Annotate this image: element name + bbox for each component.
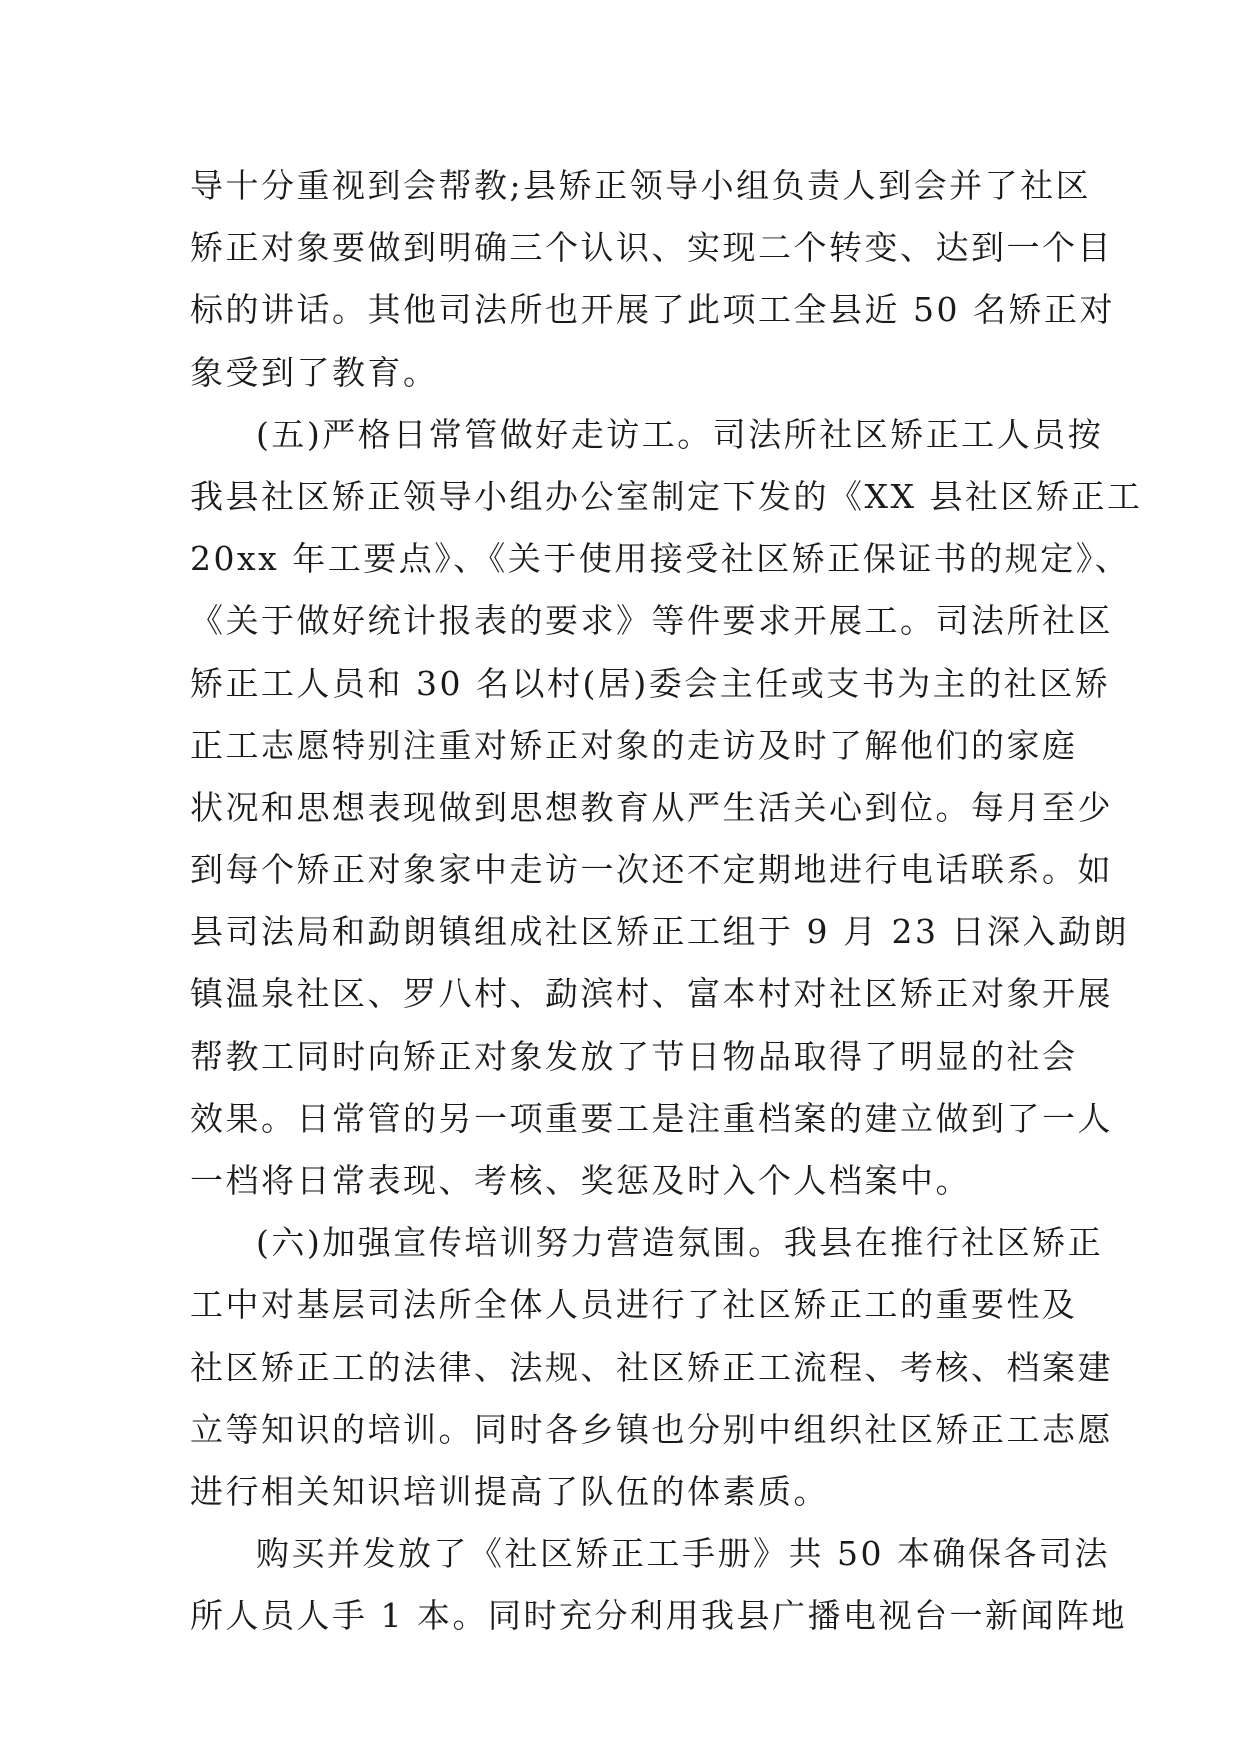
text-line: 象受到了教育。 bbox=[190, 352, 439, 392]
text-line: 工中对基层司法所全体人员进行了社区矫正工的重要性及 bbox=[190, 1285, 1078, 1325]
document-body bbox=[190, 155, 1143, 1648]
text-line: 矫正工人员和 30 名以村(居)委会主任或支书为主的社区矫 bbox=[190, 663, 1111, 703]
text-line: 矫正对象要做到明确三个认识、实现二个转变、达到一个目 bbox=[190, 228, 1113, 268]
text-line: 镇温泉社区、罗八村、勐滨村、富本村对社区矫正对象开展 bbox=[190, 974, 1113, 1014]
text-line: 我县社区矫正领导小组办公室制定下发的《XX 县社区矫正工 bbox=[190, 476, 1143, 516]
paragraph-section-five bbox=[190, 404, 1143, 1212]
text-line: 状况和思想表现做到思想教育从严生活关心到位。每月至少 bbox=[190, 787, 1113, 827]
text-line: 立等知识的培训。同时各乡镇也分别中组织社区矫正工志愿 bbox=[190, 1409, 1113, 1449]
text-line: 所人员人手 1 本。同时充分利用我县广播电视台一新闻阵地 bbox=[190, 1596, 1127, 1636]
text-line: 20xx 年工要点》、《关于使用接受社区矫正保证书的规定》、 bbox=[190, 539, 1131, 579]
text-line: (六)加强宣传培训努力营造氛围。我县在推行社区矫正 bbox=[256, 1223, 1104, 1263]
text-line: 一档将日常表现、考核、奖惩及时入个人档案中。 bbox=[190, 1161, 971, 1200]
text-line: 《关于做好统计报表的要求》等件要求开展工。司法所社区 bbox=[190, 601, 1113, 641]
text-line: 标的讲话。其他司法所也开展了此项工全县近 50 名矫正对 bbox=[190, 290, 1115, 330]
text-line: 县司法局和勐朗镇组成社区矫正工组于 9 月 23 日深入勐朗 bbox=[190, 912, 1129, 952]
paragraph-section-six bbox=[190, 1212, 1113, 1523]
text-line: (五)严格日常管做好走访工。司法所社区矫正工人员按 bbox=[256, 414, 1104, 454]
text-line: 到每个矫正对象家中走访一次还不定期地进行电话联系。如 bbox=[190, 850, 1113, 890]
paragraph-continuation bbox=[190, 155, 1115, 404]
text-line: 社区矫正工的法律、法规、社区矫正工流程、考核、档案建 bbox=[190, 1347, 1113, 1387]
text-line: 效果。日常管的另一项重要工是注重档案的建立做到了一人 bbox=[190, 1098, 1113, 1138]
text-line: 帮教工同时向矫正对象发放了节日物品取得了明显的社会 bbox=[190, 1036, 1078, 1076]
text-line: 正工志愿特别注重对矫正对象的走访及时了解他们的家庭 bbox=[190, 725, 1078, 765]
text-line: 进行相关知识培训提高了队伍的体素质。 bbox=[190, 1471, 829, 1511]
text-line: 导十分重视到会帮教;县矫正领导小组负责人到会并了社区 bbox=[190, 166, 1092, 205]
text-line: 购买并发放了《社区矫正工手册》共 50 本确保各司法 bbox=[256, 1534, 1110, 1574]
paragraph-handbook bbox=[190, 1523, 1127, 1647]
